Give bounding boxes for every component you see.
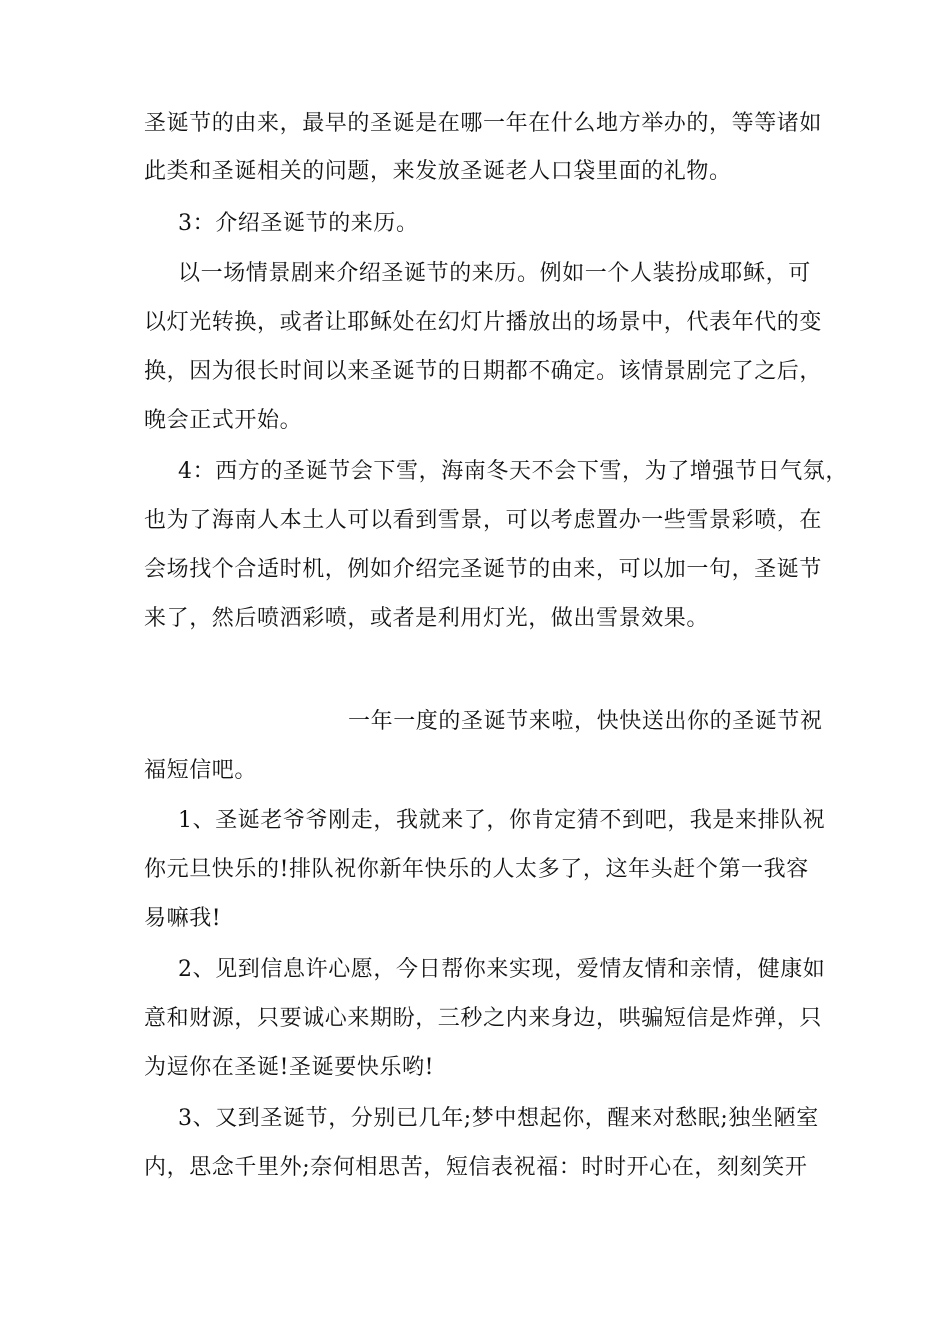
text-line: 以一场情景剧来介绍圣诞节的来历。例如一个人装扮成耶稣，可 bbox=[178, 261, 811, 286]
section-heading: 3：介绍圣诞节的来历。 bbox=[178, 211, 419, 236]
text-line: 你元旦快乐的!排队祝你新年快乐的人太多了，这年头赶个第一我容 bbox=[144, 857, 809, 882]
text-line: 此类和圣诞相关的问题，来发放圣诞老人口袋里面的礼物。 bbox=[144, 159, 732, 184]
text-line: 圣诞节的由来，最早的圣诞是在哪一年在什么地方举办的，等等诸如 bbox=[144, 111, 823, 136]
text-line: 为逗你在圣诞!圣诞要快乐哟! bbox=[144, 1055, 435, 1080]
text-line: 内，思念千里外;奈何相思苦，短信表祝福：时时开心在，刻刻笑开 bbox=[144, 1155, 808, 1180]
list-item: 3、又到圣诞节，分别已几年;梦中想起你，醒来对愁眠;独坐陋室 bbox=[178, 1106, 819, 1131]
text-line: 也为了海南人本土人可以看到雪景，可以考虑置办一些雪景彩喷，在 bbox=[144, 508, 823, 533]
text-line: 4：西方的圣诞节会下雪，海南冬天不会下雪，为了增强节日气氛， bbox=[178, 459, 848, 484]
text-line: 晚会正式开始。 bbox=[144, 408, 303, 433]
text-line: 意和财源，只要诚心来期盼，三秒之内来身边，哄骗短信是炸弹，只 bbox=[144, 1006, 823, 1031]
text-line: 来了，然后喷洒彩喷，或者是利用灯光，做出雪景效果。 bbox=[144, 606, 710, 631]
text-line: 会场找个合适时机，例如介绍完圣诞节的由来，可以加一句，圣诞节 bbox=[144, 557, 823, 582]
text-line: 换，因为很长时间以来圣诞节的日期都不确定。该情景剧完了之后， bbox=[144, 359, 823, 384]
text-line: 一年一度的圣诞节来啦，快快送出你的圣诞节祝 bbox=[348, 709, 823, 734]
list-item: 2、见到信息许心愿，今日帮你来实现，爱情友情和亲情，健康如 bbox=[178, 957, 826, 982]
text-line: 福短信吧。 bbox=[144, 758, 258, 783]
text-line: 以灯光转换，或者让耶稣处在幻灯片播放出的场景中，代表年代的变 bbox=[144, 310, 823, 335]
list-item: 1、圣诞老爷爷刚走，我就来了，你肯定猜不到吧，我是来排队祝 bbox=[178, 808, 826, 833]
text-line: 易嘛我! bbox=[144, 906, 222, 931]
